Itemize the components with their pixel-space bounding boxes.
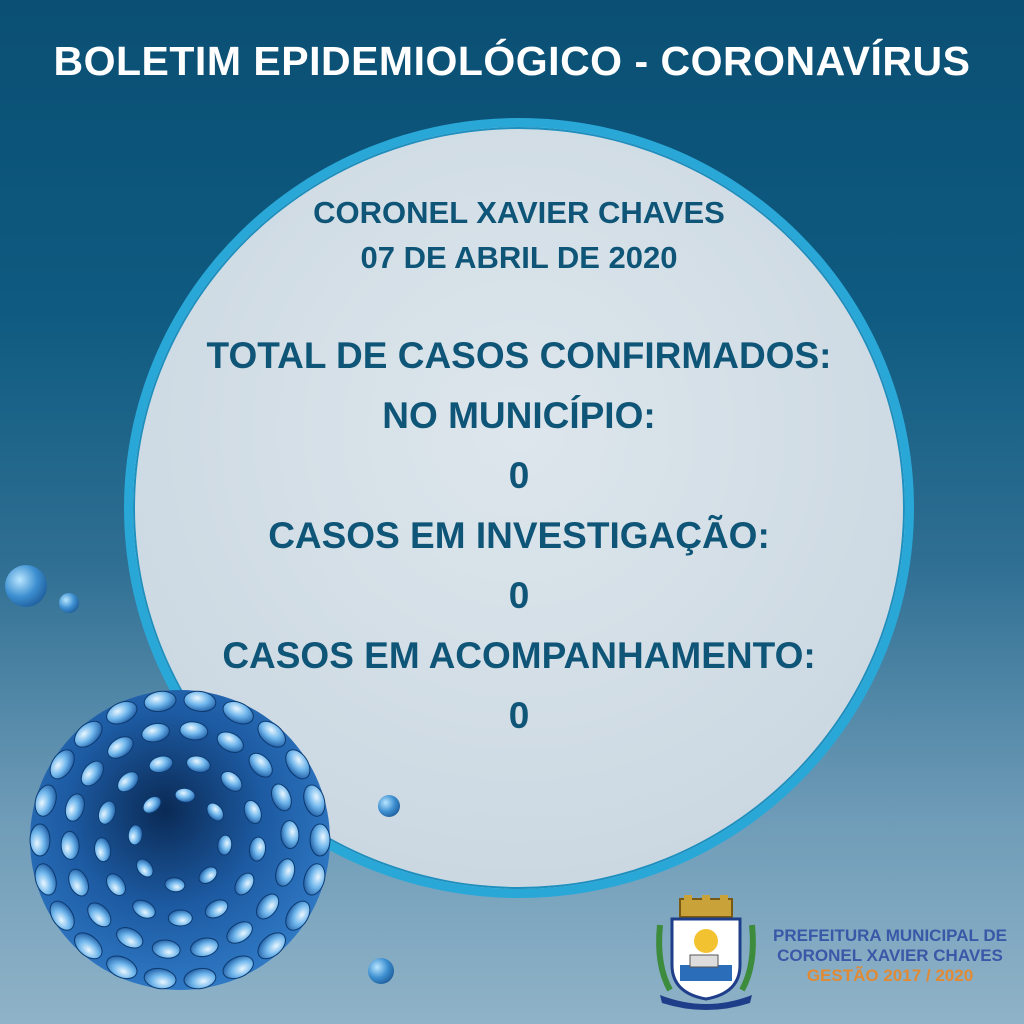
municipio-value: 0 — [508, 455, 530, 496]
bulletin-date: 07 DE ABRIL DE 2020 — [360, 240, 678, 275]
monitoring-label: CASOS EM ACOMPANHAMENTO: — [222, 635, 816, 676]
footer-line-2: CORONEL XAVIER CHAVES — [777, 946, 1003, 965]
bubble-icon — [59, 593, 79, 613]
footer-line-1: PREFEITURA MUNICIPAL DE — [773, 926, 1007, 945]
monitoring-value: 0 — [508, 695, 530, 736]
footer-line-3: GESTÃO 2017 / 2020 — [806, 966, 974, 985]
municipio-label: NO MUNICÍPIO: — [382, 395, 656, 436]
investigation-value: 0 — [508, 575, 530, 616]
virus-spike — [310, 824, 330, 856]
bubble-icon — [378, 795, 400, 817]
virus-spike — [30, 824, 50, 856]
virus-illustration — [20, 670, 360, 1010]
bubble-icon — [5, 565, 47, 607]
municipal-seal-icon — [650, 895, 762, 1010]
bulletin-title: BOLETIM EPIDEMIOLÓGICO - CORONAVÍRUS — [53, 38, 971, 84]
bubble-icon — [368, 958, 394, 984]
investigation-label: CASOS EM INVESTIGAÇÃO: — [268, 515, 770, 556]
city-name: CORONEL XAVIER CHAVES — [313, 195, 725, 230]
total-confirmed-label: TOTAL DE CASOS CONFIRMADOS: — [206, 335, 832, 376]
virus-spike — [168, 910, 192, 926]
